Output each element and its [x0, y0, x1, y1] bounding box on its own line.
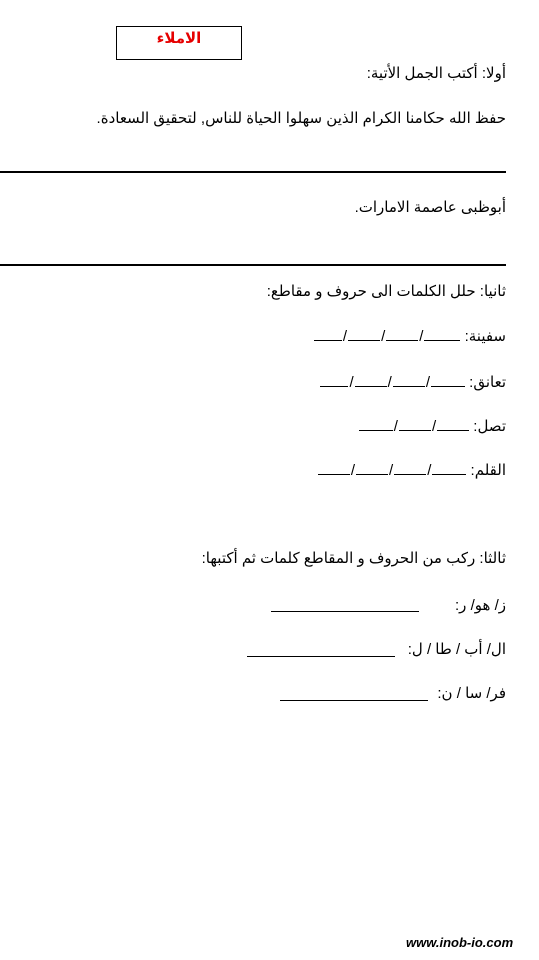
blank[interactable] [314, 326, 342, 341]
compose-letters: ز/ هو/ ر: [455, 597, 506, 614]
writing-line-1 [0, 171, 506, 173]
compose-letters: فر/ سا / ن: [437, 685, 506, 702]
sentence-2: أبوظبى عاصمة الامارات. [354, 199, 506, 216]
blank[interactable] [356, 460, 388, 475]
blank[interactable] [359, 416, 393, 431]
blank[interactable] [348, 326, 380, 341]
answer-line-1[interactable] [271, 611, 419, 612]
answer-line-3[interactable] [280, 700, 428, 701]
analysis-word: القلم: [470, 462, 506, 479]
analysis-row-2: تعانق: /// [320, 372, 506, 391]
compose-letters: ال/ أب / طا / ل: [407, 641, 506, 658]
blank[interactable] [431, 372, 465, 387]
blank[interactable] [432, 460, 466, 475]
section1-heading: أولا: أكتب الجمل الأتية: [366, 65, 506, 82]
page-title: الاملاء [156, 30, 202, 47]
blank[interactable] [437, 416, 469, 431]
footer-url[interactable]: www.inob-io.com [406, 935, 514, 950]
section2-heading: ثانيا: حلل الكلمات الى حروف و مقاطع: [266, 283, 506, 300]
analysis-word: سفينة: [464, 328, 506, 345]
sentence-1: حفظ الله حكامنا الكرام الذين سهلوا الحياة للناس, لتحقيق السعادة. [96, 110, 506, 127]
blank[interactable] [386, 326, 418, 341]
analysis-row-1: سفينة: /// [314, 326, 506, 345]
blank[interactable] [399, 416, 431, 431]
answer-line-2[interactable] [247, 656, 395, 657]
blank[interactable] [393, 372, 425, 387]
blank[interactable] [394, 460, 426, 475]
writing-line-2 [0, 264, 506, 266]
title-box [116, 26, 242, 60]
analysis-word: تصل: [473, 418, 506, 435]
blank[interactable] [318, 460, 350, 475]
analysis-row-3: تصل: // [359, 416, 506, 435]
blank[interactable] [355, 372, 387, 387]
blank[interactable] [320, 372, 348, 387]
blank[interactable] [424, 326, 460, 341]
section3-heading: ثالثا: ركب من الحروف و المقاطع كلمات ثم أكتبها: [201, 550, 506, 567]
analysis-row-4: القلم: /// [318, 460, 506, 479]
analysis-word: تعانق: [469, 374, 506, 391]
